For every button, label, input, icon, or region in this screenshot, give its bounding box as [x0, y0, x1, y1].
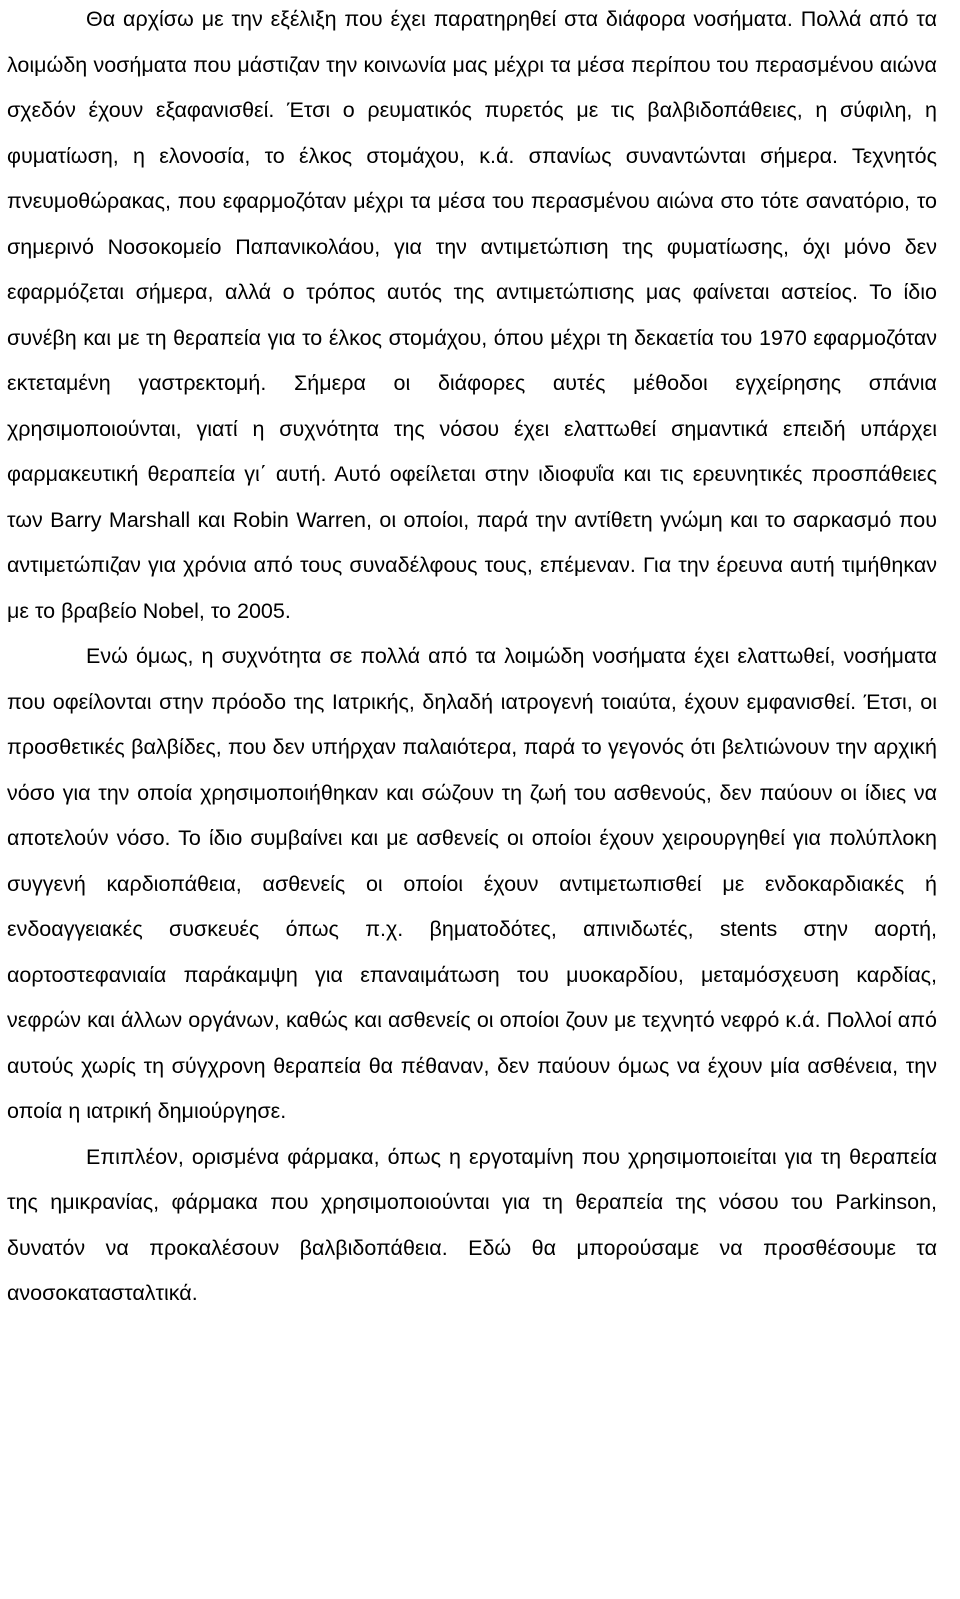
document-page	[7, 0, 937, 1317]
paragraph-2: Ενώ όμως, η συχνότητα σε πολλά από τα λοιμώδη νοσήματα έχει ελαττωθεί, νοσήματα που οφείλονται στην πρόοδο της Ιατρικής, δηλαδή ιατρογενή τοιαύτα, έχουν εμφανισθεί. Έτσι, οι προσθετικές βαλβίδες, που δεν υπήρχαν παλαιότερα, παρά το γεγονός ότι βελτιώνουν την αρχική νόσο για την οποία χρησιμοποιήθηκαν και σώζουν τη ζωή του ασθενούς, δεν παύουν οι ίδιες να αποτελούν νόσο. Το ίδιο συμβαίνει και με ασθενείς οι οποίοι έχουν χειρουργηθεί για πολύπλοκη συγγενή καρδιοπάθεια, ασθενείς οι οποίοι έχουν αντιμετωπισθεί με ενδοκαρδιακές ή ενδοαγγειακές συσκευές όπως π.χ. βηματοδότες, απινιδωτές, stents στην αορτή, αορτοστεφανιαία παράκαμψη για επαναιμάτωση του μυοκαρδίου, μεταμόσχευση καρδίας, νεφρών και άλλων οργάνων, καθώς και ασθενείς οι οποίοι ζουν με τεχνητό νεφρό κ.ά. Πολλοί από αυτούς χωρίς τη σύγχρονη θεραπεία θα πέθαναν, δεν παύουν όμως να έχουν μία ασθένεια, την οποία η ιατρική δημιούργησε.	[7, 644, 937, 1123]
paragraph-3: Επιπλέον, ορισμένα φάρμακα, όπως η εργοταμίνη που χρησιμοποιείται για τη θεραπεία της ημικρανίας, φάρμακα που χρησιμοποιούνται για τη θεραπεία της νόσου του Parkinson, δυνατόν να προκαλέσουν βαλβιδοπάθεια. Εδώ θα μπορούσαμε να προσθέσουμε τα ανοσοκατασταλτικά.	[7, 1144, 937, 1305]
paragraph-1: Θα αρχίσω με την εξέλιξη που έχει παρατηρηθεί στα διάφορα νοσήματα. Πολλά από τα λοιμώδη νοσήματα που μάστιζαν την κοινωνία μας μέχρι τα μέσα περίπου του περασμένου αιώνα σχεδόν έχουν εξαφανισθεί. Έτσι ο ρευματικός πυρετός με τις βαλβιδοπάθειες, η σύφιλη, η φυματίωση, η ελονοσία, το έλκος στομάχου, κ.ά. σπανίως συναντώνται σήμερα. Τεχνητός πνευμοθώρακας, που εφαρμοζόταν μέχρι τα μέσα του περασμένου αιώνα στο τότε σανατόριο, το σημερινό Νοσοκομείο Παπανικολάου, για την αντιμετώπιση της φυματίωσης, όχι μόνο δεν εφαρμόζεται σήμερα, αλλά ο τρόπος αυτός της αντιμετώπισης μας φαίνεται αστείος. Το ίδιο συνέβη και με τη θεραπεία για το έλκος στομάχου, όπου μέχρι τη δεκαετία του 1970 εφαρμοζόταν εκτεταμένη γαστρεκτομή. Σήμερα οι διάφορες αυτές μέθοδοι εγχείρησης σπάνια χρησιμοποιούνται, γιατί η συχνότητα της νόσου έχει ελαττωθεί σημαντικά επειδή υπάρχει φαρμακευτική θεραπεία γι΄ αυτή. Αυτό οφείλεται στην ιδιοφυΐα και τις ερευνητικές προσπάθειες των Barry Marshall και Robin Warren, οι οποίοι, παρά την αντίθετη γνώμη και το σαρκασμό που αντιμετώπιζαν για χρόνια από τους συναδέλφους τους, επέμεναν. Για την έρευνα αυτή τιμήθηκαν με το βραβείο Nobel, το 2005.	[7, 7, 937, 623]
